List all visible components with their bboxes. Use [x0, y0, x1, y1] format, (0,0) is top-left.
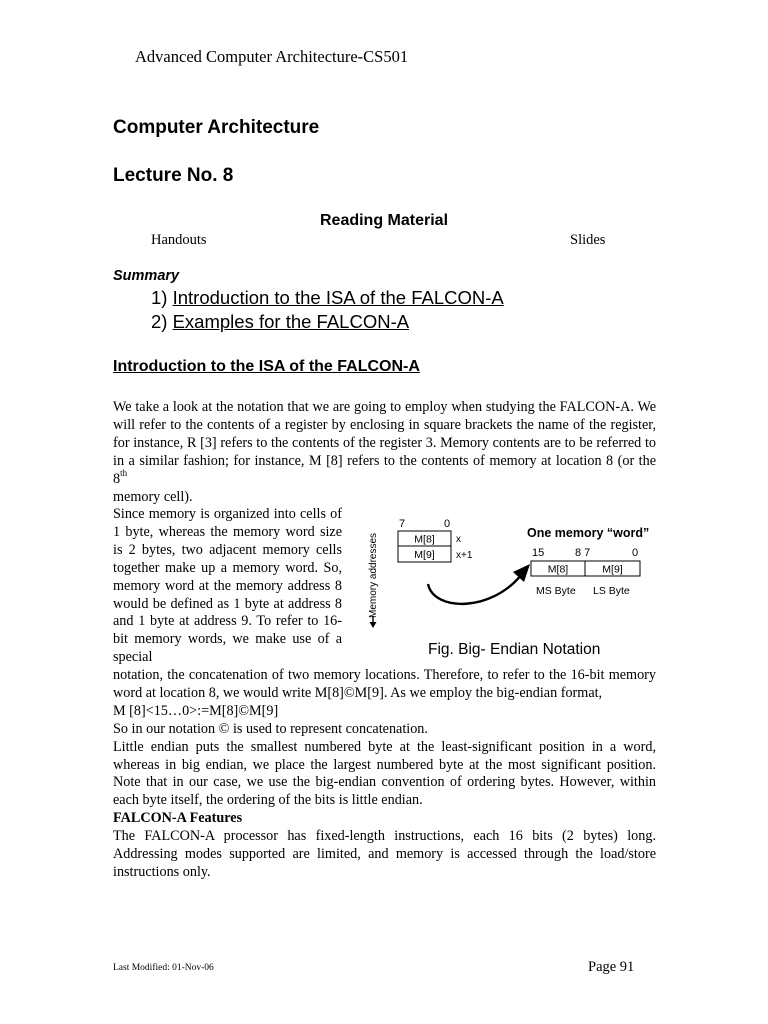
bit-label-0: 0 [444, 518, 451, 530]
superscript: th [120, 467, 128, 478]
summary-item-link[interactable]: Examples for the FALCON-A [172, 311, 410, 332]
word-bit-0: 0 [632, 547, 639, 559]
summary-item [151, 311, 409, 333]
curved-arrow [428, 574, 522, 604]
word-bit-15: 15 [532, 547, 545, 559]
big-endian-diagram [360, 500, 660, 662]
memory-addresses-label: Memory addresses [368, 532, 379, 618]
page-number: Page 91 [588, 959, 635, 975]
formula: M [8]<15…0>:=M[8]©M[9] [113, 702, 279, 719]
word-bit-8-7: 8 7 [575, 547, 591, 559]
word-cell-m8: M[8] [547, 563, 569, 576]
memory-word-title: One memory “word” [527, 526, 650, 540]
paragraph-text: Little endian puts the smallest numbered byte at the least-significant position in a word, whereas in big endian, we place the largest numbered byte at the most significant position. Note that in our case, we use the big-endian convention of ordering bytes. However, within each byte itself, the ordering of the bits is little endian. [113, 738, 656, 809]
paragraph-notation [113, 399, 656, 506]
last-modified: Last Modified: 01-Nov-06 [113, 963, 214, 973]
cell-label-m9: M[9] [414, 549, 435, 561]
lecture-number: Lecture No. 8 [113, 165, 234, 186]
summary-item [151, 287, 504, 309]
address-x: x [456, 534, 461, 545]
slides-label: Slides [570, 232, 606, 248]
summary-item-number: 2) [151, 311, 173, 332]
reading-material-heading: Reading Material [319, 212, 449, 229]
paragraph-text: So in our notation © is used to represent concatenation. [113, 720, 428, 737]
summary-item-number: 1) [151, 287, 173, 308]
summary-item-link[interactable]: Introduction to the ISA of the FALCON-A [172, 287, 504, 308]
paragraph-continued [113, 667, 656, 882]
section-heading: Introduction to the ISA of the FALCON-A [113, 358, 420, 375]
curved-arrow-head [513, 564, 530, 582]
paragraph-text: The FALCON-A processor has fixed-length instructions, each 16 bits (2 bytes) long. Addressing modes supported are limited, and memory is accessed through the load/store instructions only. [113, 828, 656, 880]
handouts-label: Handouts [151, 232, 207, 248]
down-arrow-head [370, 622, 377, 628]
ls-byte-label: LS Byte [593, 585, 630, 597]
big-endian-figure [360, 500, 660, 667]
paragraph-memory-word: Since memory is organized into cells of 1 byte, whereas the memory word size is 2 bytes, two adjacent memory cells together make up a memory word. So, memory word at the memory address 8 would be defined as 1 byte at address 8 and 1 byte at address 9. To refer to 16-bit memory words, we make use of a special [113, 506, 342, 666]
ms-byte-label: MS Byte [536, 585, 576, 597]
paragraph-text: notation, the concatenation of two memory locations. Therefore, to refer to the 16-bit memory word at location 8, we would write M[8]©M[9]. As we employ the big-endian format, [113, 667, 656, 701]
features-heading: FALCON-A Features [113, 810, 243, 827]
summary-label: Summary [113, 268, 180, 284]
paragraph-text: memory cell). [113, 488, 193, 505]
word-cell-m9: M[9] [602, 563, 623, 576]
address-x1: x+1 [456, 550, 473, 561]
course-header: Advanced Computer Architecture-CS501 [135, 47, 409, 66]
paragraph-text: We take a look at the notation that we are going to employ when studying the FALCON-A. We will refer to the contents of a register by enclosing in square brackets the name of the register, for instance, R [3] refers to the contents of the register 3. Memory contents are to be referred to in a similar fashion; for instance, M [8] refers to the contents of memory at location 8 (or the 8 [113, 399, 656, 487]
bit-label-7: 7 [399, 518, 406, 530]
page-title: Computer Architecture [113, 117, 320, 138]
figure-caption: Fig. Big- Endian Notation [428, 641, 601, 658]
cell-label-m8: M[8] [414, 533, 435, 546]
